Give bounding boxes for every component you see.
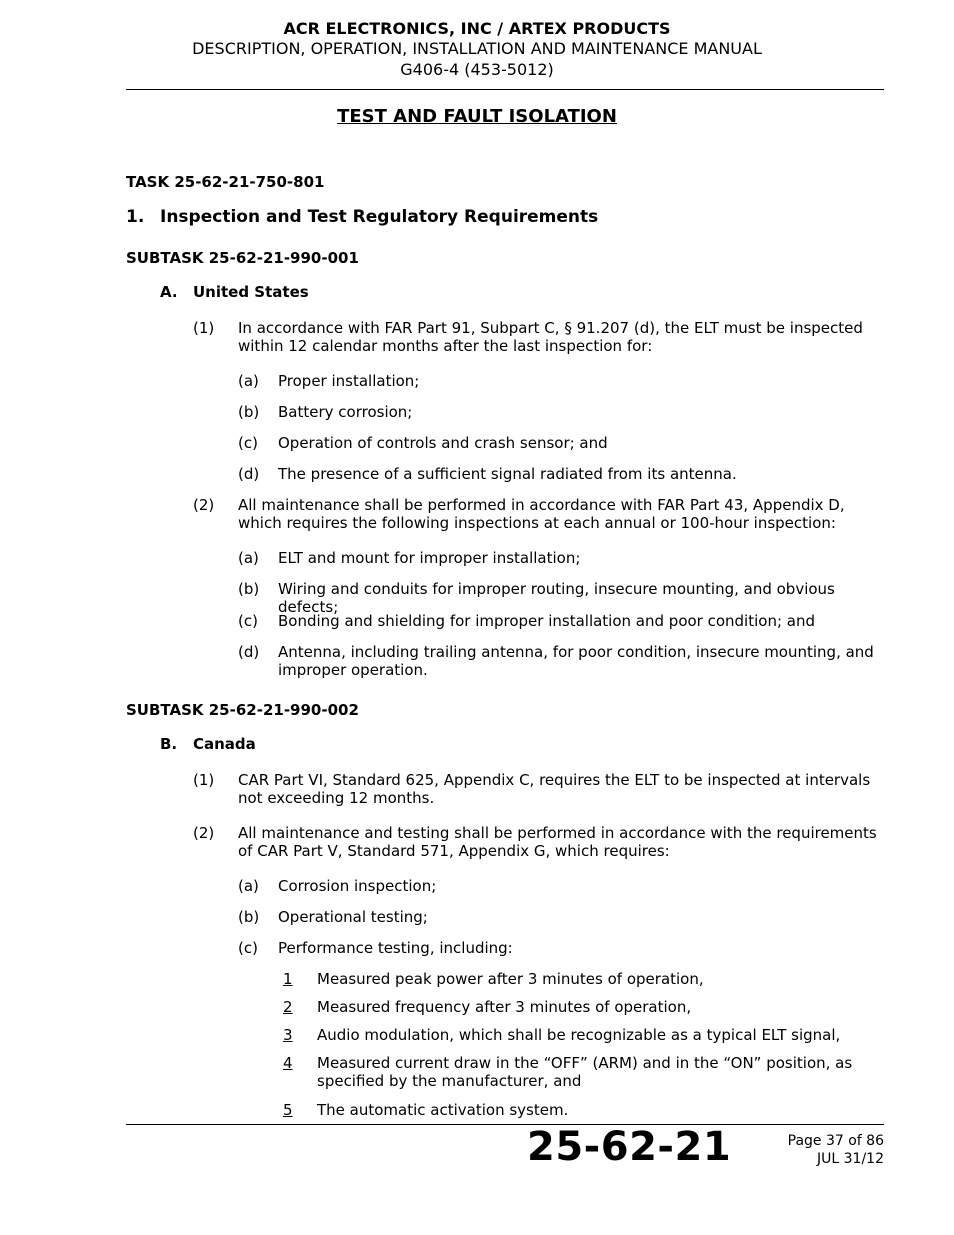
item-text: All maintenance and testing shall be performed in accordance with the requirements of CAR Part V, Standard 571, Appendix G, which requires:: [238, 824, 877, 860]
item-letter: (a): [238, 877, 259, 895]
item-text: Corrosion inspection;: [278, 877, 437, 895]
item-text: All maintenance shall be performed in accordance with FAR Part 43, Appendix D, which requires the following inspections at each annual or 100-hour inspection:: [238, 496, 845, 532]
item-letter: (c): [238, 939, 258, 957]
footer-chapter-code: 25-62-21: [527, 1124, 732, 1170]
paragraph-title: United States: [193, 283, 309, 301]
item-number: (1): [193, 319, 215, 337]
paragraph-letter: B.: [160, 735, 178, 753]
item-text: Measured frequency after 3 minutes of operation,: [317, 998, 692, 1016]
item-number: 4: [283, 1054, 293, 1072]
item-text: Measured peak power after 3 minutes of operation,: [317, 970, 704, 988]
subtask-number-1: SUBTASK 25-62-21-990-001: [126, 249, 359, 267]
item-letter: (d): [238, 643, 260, 661]
item-number: 3: [283, 1026, 293, 1044]
section-number: 1.: [126, 207, 145, 227]
item-text: Wiring and conduits for improper routing, insecure mounting, and obvious defects;: [278, 580, 835, 616]
footer-divider: [126, 1124, 884, 1125]
header-company: ACR ELECTRONICS, INC / ARTEX PRODUCTS: [283, 19, 671, 38]
item-letter: (a): [238, 372, 259, 390]
item-text: Battery corrosion;: [278, 403, 413, 421]
page-title: TEST AND FAULT ISOLATION: [337, 106, 617, 127]
item-text: Performance testing, including:: [278, 939, 513, 957]
item-number: (1): [193, 771, 215, 789]
item-number: 1: [283, 970, 293, 988]
item-letter: (d): [238, 465, 260, 483]
header-manual-title: DESCRIPTION, OPERATION, INSTALLATION AND MAINTENANCE MANUAL: [192, 39, 762, 58]
item-number: 2: [283, 998, 293, 1016]
item-letter: (c): [238, 612, 258, 630]
item-text: Audio modulation, which shall be recognizable as a typical ELT signal,: [317, 1026, 841, 1044]
revision-date: JUL 31/12: [817, 1151, 884, 1167]
subtask-number-2: SUBTASK 25-62-21-990-002: [126, 701, 359, 719]
item-letter: (a): [238, 549, 259, 567]
item-text: Proper installation;: [278, 372, 420, 390]
item-number: (2): [193, 496, 215, 514]
item-text: Measured current draw in the “OFF” (ARM) and in the “ON” position, as specified by the manufacturer, and: [317, 1054, 853, 1090]
header-model: G406-4 (453-5012): [400, 60, 554, 79]
item-text: Operational testing;: [278, 908, 428, 926]
item-letter: (b): [238, 908, 260, 926]
header-divider: [126, 89, 884, 90]
item-text: ELT and mount for improper installation;: [278, 549, 581, 567]
item-number: 5: [283, 1101, 293, 1119]
item-letter: (b): [238, 580, 260, 598]
item-number: (2): [193, 824, 215, 842]
item-text: The presence of a sufficient signal radiated from its antenna.: [278, 465, 737, 483]
page-number: Page 37 of 86: [787, 1133, 884, 1149]
item-text: Antenna, including trailing antenna, for poor condition, insecure mounting, and improper operation.: [278, 643, 874, 679]
section-title: Inspection and Test Regulatory Requirements: [160, 207, 599, 227]
item-text: Bonding and shielding for improper installation and poor condition; and: [278, 612, 815, 630]
footer-page-info: [788, 1132, 884, 1168]
task-number: TASK 25-62-21-750-801: [126, 173, 325, 191]
paragraph-letter: A.: [160, 283, 178, 301]
item-text: Operation of controls and crash sensor; and: [278, 434, 608, 452]
item-text: In accordance with FAR Part 91, Subpart C, § 91.207 (d), the ELT must be inspected within 12 calendar months after the last inspection for:: [238, 319, 863, 355]
paragraph-title: Canada: [193, 735, 256, 753]
item-letter: (b): [238, 403, 260, 421]
item-text: CAR Part VI, Standard 625, Appendix C, requires the ELT to be inspected at intervals not exceeding 12 months.: [238, 771, 871, 807]
item-text: The automatic activation system.: [317, 1101, 569, 1119]
item-letter: (c): [238, 434, 258, 452]
